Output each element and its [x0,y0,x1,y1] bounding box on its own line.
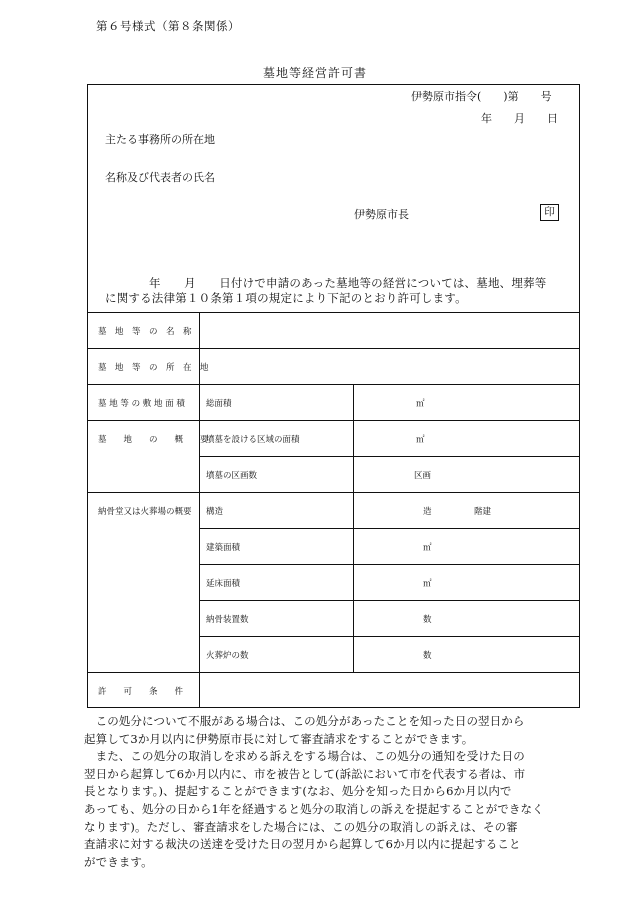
notice-line: 査請求に対する裁決の送達を受けた日の翌月から起算して6か月以内に提起すること [84,837,521,852]
sublabel-total-area: 総面積 [206,399,232,409]
issuer-name: 伊勢原市長 [354,208,409,221]
notice-line: また、この処分の取消しを求める訴えをする場合は、この処分の通知を受けた日の [84,749,525,764]
unit-ossuary-count: 数 [423,615,432,625]
row-label-facility: 納骨堂又は火葬場の概要 [98,507,192,517]
form-number: 第６号様式（第８条関係） [96,19,240,33]
notice-line: 長となります。)、提起することができます(なお、処分を知った日から6か月以内で [84,784,512,799]
sublabel-furnace-count: 火葬炉の数 [206,651,249,661]
notice-line: 翌日から起算して6か月以内に、市を被告として(訴訟において市を代表する者は、市 [84,766,526,781]
table-row-divider [88,492,579,493]
sublabel-structure: 構造 [206,507,224,517]
permit-number-line: 伊勢原市指令( )第 号 [411,90,552,103]
row-label-site-area: 墓 地 等 の 敷 地 面 積 [98,399,185,409]
unit-furnace-count: 数 [423,651,432,661]
document-title: 墓地等経営許可書 [262,66,367,80]
table-row-divider [199,564,579,565]
statement-line-2: に関する法律第１０条第１項の規定により下記のとおり許可します。 [105,291,467,305]
row-label-name: 墓 地 等 の 名 称 [98,327,192,337]
table-row-divider [88,384,579,385]
unit-tomb-sections: 区画 [414,471,432,481]
unit-structure: 造 [423,507,432,517]
applicant-address-label: 主たる事務所の所在地 [105,133,215,146]
table-top-border [88,312,579,313]
applicant-name-label: 名称及び代表者の氏名 [105,171,215,184]
notice-line: この処分について不服がある場合は、この処分があったことを知った日の翌日から [84,714,525,728]
notice-line: あっても、処分の日から1年を経過すると処分の取消しの訴えを提起することができなく [84,801,544,816]
table-row-divider [199,456,579,457]
permit-form-frame [87,84,580,708]
notice-line: 起算して3か月以内に伊勢原市長に対して審査請求をすることができます。 [84,731,474,746]
unit-total-area: ㎡ [416,399,425,409]
official-seal-mark: 印 [540,204,559,221]
sublabel-tomb-sections: 墳墓の区画数 [206,471,258,481]
sublabel-ossuary-count: 納骨装置数 [206,615,249,625]
table-row-divider [199,528,579,529]
row-label-conditions: 許 可 条 件 [98,687,184,697]
notice-line: ができます。 [84,854,153,869]
row-label-location: 墓 地 等 の 所 在 地 [98,363,209,373]
unit-floors: 階建 [474,507,492,517]
notice-line: なります)。ただし、審査請求をした場合には、この処分の取消しの訴えは、その審 [84,819,518,834]
statement-line-1: 年 月 日付けで申請のあった墓地等の経営については、墓地、埋葬等 [149,276,547,290]
table-row-divider [199,600,579,601]
table-value-column-border [353,384,354,672]
appeal-notice [84,713,554,871]
table-row-divider [199,636,579,637]
sublabel-building-area: 建築面積 [206,543,241,553]
permit-date-line: 年 月 日 [481,112,558,125]
table-row-divider [88,348,579,349]
table-row-divider [88,420,579,421]
table-row-divider [88,672,579,673]
row-label-overview: 墓 地 の 概 要 [98,435,209,445]
unit-tomb-area: ㎡ [416,435,425,445]
unit-building-area: ㎡ [423,543,432,553]
sublabel-floor-area: 延床面積 [206,579,241,589]
sublabel-tomb-area: 墳墓を設ける区域の面積 [206,435,300,445]
unit-floor-area: ㎡ [423,579,432,589]
